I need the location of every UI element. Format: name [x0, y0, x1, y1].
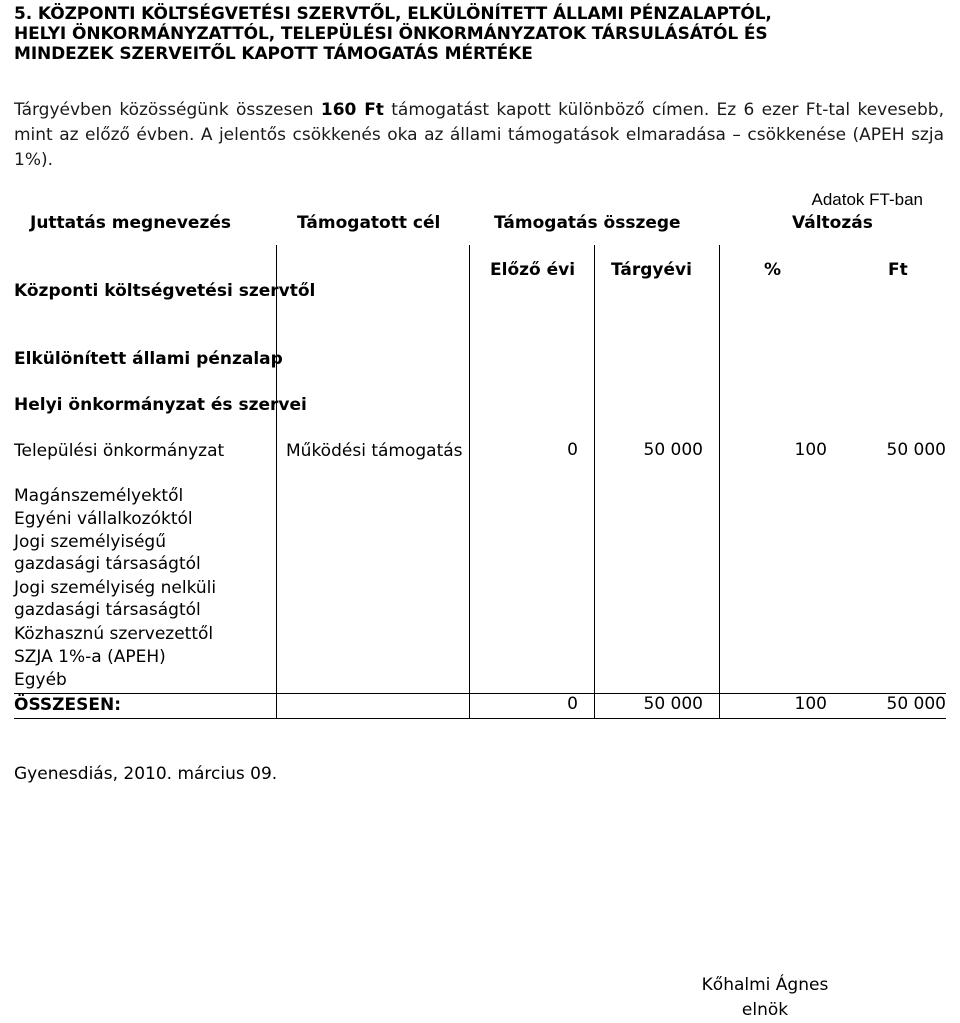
row-current-telepulesi: 50 000	[643, 440, 703, 460]
column-divider-3	[594, 245, 595, 718]
header-juttatas: Juttatás megnevezés	[30, 213, 231, 233]
total-pct: 100	[794, 694, 827, 714]
signer-name: Kőhalmi Ágnes	[701, 975, 829, 995]
row-label-elkulonitett: Elkülönített állami pénzalap	[14, 349, 283, 369]
column-divider-4	[719, 245, 720, 718]
heading-line-1: 5. KÖZPONTI KÖLTSÉGVETÉSI SZERVTŐL, ELKÜLÖNÍTETT ÁLLAMI PÉNZALAPTÓL,	[14, 4, 772, 24]
row-label-helyi: Helyi önkormányzat és szervei	[14, 395, 307, 415]
row-label-egyeni-vallalkozok: Egyéni vállalkozóktól	[14, 509, 193, 529]
total-ft: 50 000	[886, 694, 946, 714]
row-ft-telepulesi: 50 000	[886, 440, 946, 460]
table-bottom-line	[14, 718, 946, 719]
intro-text-2: támogatást kapott különböző címen. Ez 6 ezer Ft-tal kevesebb, mint az előző évben. A jelentős csökkenés oka az állami támogatások elmaradása – csökkenése (APEH szja 1%).	[14, 100, 944, 170]
row-label-szja: SZJA 1%-a (APEH)	[14, 647, 166, 667]
intro-paragraph	[14, 98, 944, 173]
unit-note: Adatok FT-ban	[811, 190, 923, 209]
row-label-jogi-szemelyiseg-nelkuli: Jogi személyiség nelküli gazdasági társaságtól	[14, 578, 217, 620]
heading-line-2: HELYI ÖNKORMÁNYZATTÓL, TELEPÜLÉSI ÖNKORMÁNYZATOK TÁRSULÁSÁTÓL ÉS	[14, 24, 768, 44]
total-prev: 0	[567, 694, 578, 714]
intro-text-1: Tárgyévben közösségünk összesen	[14, 100, 321, 120]
place-and-date: Gyenesdiás, 2010. március 09.	[14, 764, 278, 784]
row-label-kozponti: Központi költségvetési szervtől	[14, 281, 316, 301]
subheader-ft: Ft	[888, 260, 908, 280]
header-tamogatott-cel: Támogatott cél	[297, 213, 441, 233]
column-divider-1	[276, 245, 277, 718]
row-prev-telepulesi: 0	[567, 440, 578, 460]
row-label-telepulesi: Települési önkormányzat	[14, 441, 225, 461]
subheader-percent: %	[764, 260, 782, 280]
section-heading	[14, 4, 949, 64]
row-purpose-telepulesi: Működési támogatás	[286, 441, 463, 461]
row-label-kozhasznu: Közhasznú szervezettől	[14, 624, 214, 644]
total-label: ÖSSZESEN:	[14, 695, 121, 715]
header-tamogatas-osszege: Támogatás összege	[494, 213, 681, 233]
header-valtozas: Változás	[792, 213, 873, 233]
row-label-jogi-szemelyisegu: Jogi személyiségű gazdasági társaságtól	[14, 532, 201, 574]
subheader-current-year: Tárgyévi	[611, 260, 692, 280]
total-current: 50 000	[643, 694, 703, 714]
heading-line-3: MINDEZEK SZERVEITŐL KAPOTT TÁMOGATÁS MÉRTÉKE	[14, 44, 533, 64]
row-label-egyeb: Egyéb	[14, 670, 67, 690]
column-divider-2	[469, 245, 470, 718]
signature-block	[680, 973, 850, 1023]
signer-title: elnök	[741, 1000, 789, 1020]
subheader-prev-year: Előző évi	[490, 260, 576, 280]
row-pct-telepulesi: 100	[794, 440, 827, 460]
row-label-maganszemelyek: Magánszemélyektől	[14, 486, 184, 506]
intro-amount: 160 Ft	[320, 100, 384, 120]
